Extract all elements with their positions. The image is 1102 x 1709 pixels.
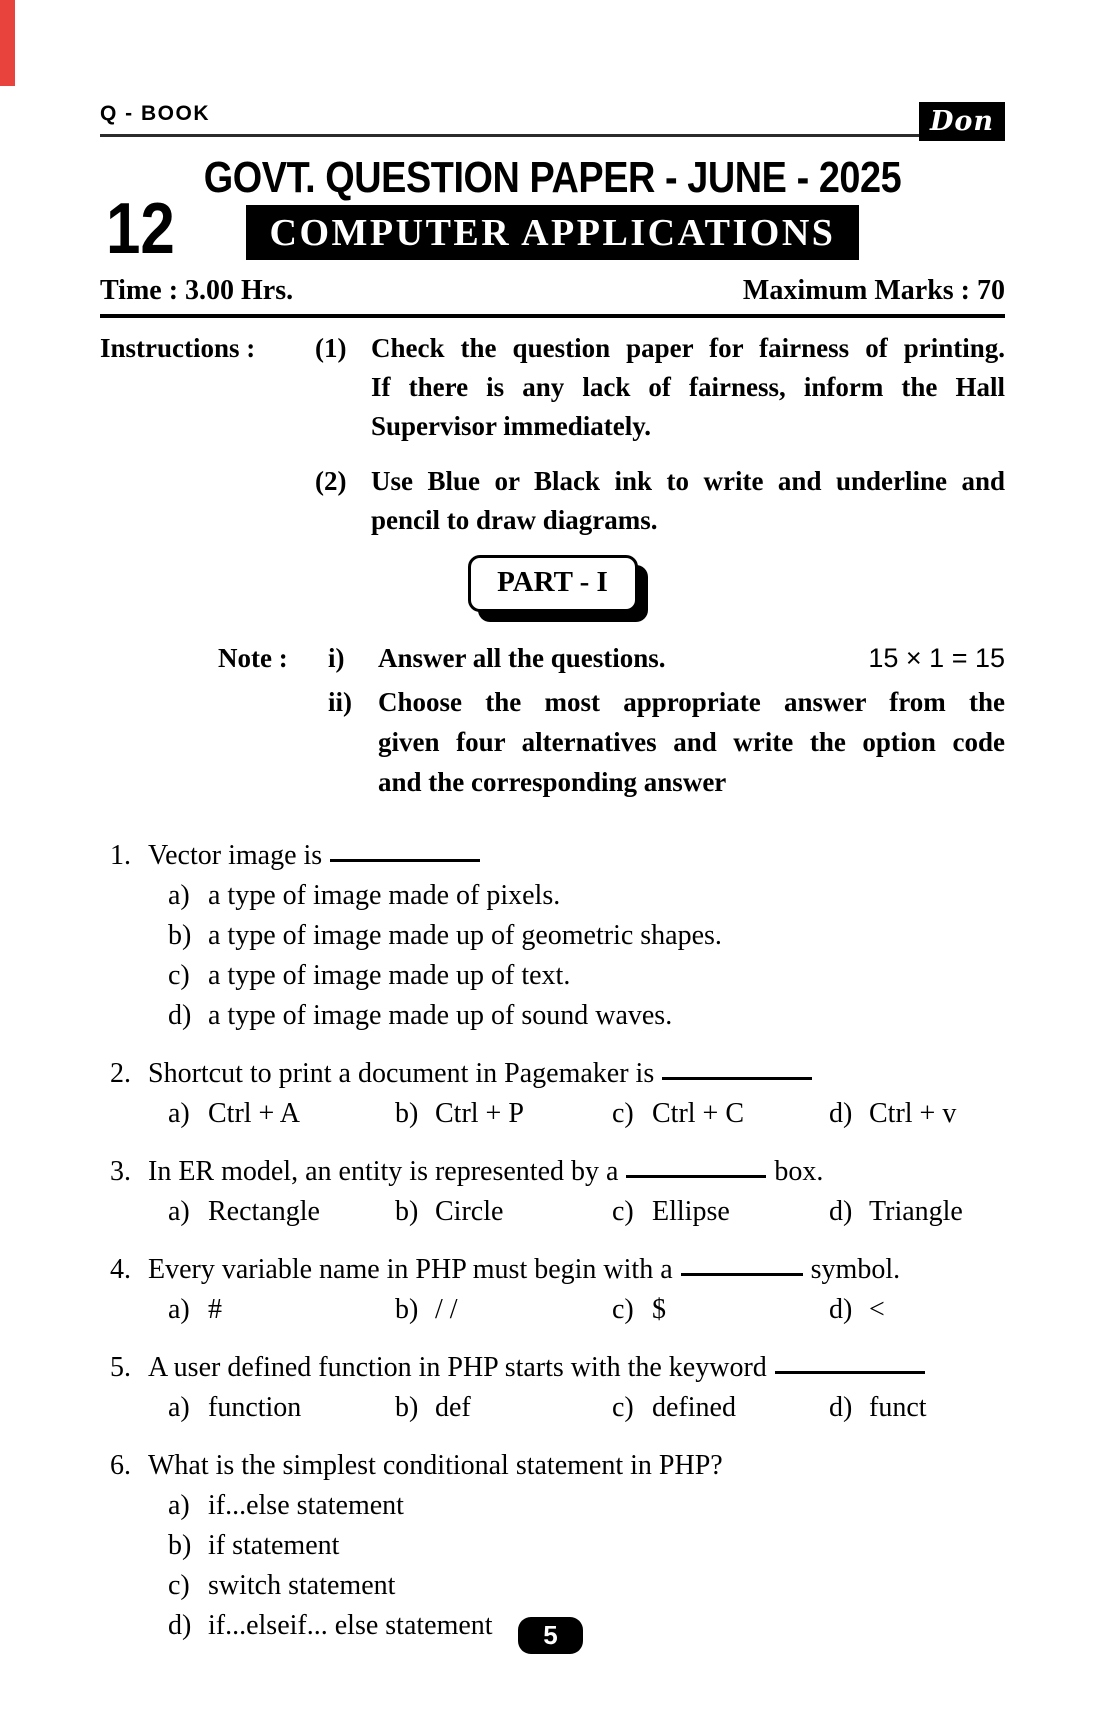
max-marks-label: Maximum Marks : 70 (742, 275, 1005, 306)
option-b: b) / / (395, 1294, 458, 1325)
publisher-logo-text: Don (929, 106, 995, 137)
question-text: 2. Shortcut to print a document in Pagemaker is (110, 1054, 1005, 1094)
note-item-text: Choose the most appropriate answer from the given four alternatives and write the option code and the corresponding answer (378, 687, 1005, 797)
questions-list (100, 836, 1005, 1646)
note-block (218, 638, 1005, 802)
question-6 (100, 1446, 1005, 1646)
option-b: b) Circle (395, 1196, 504, 1227)
question-number: 2. (110, 1058, 131, 1089)
option-b: b) a type of image made up of geometric shapes. (168, 920, 722, 951)
option-b: b) if statement (168, 1530, 340, 1561)
class-number: 12 (106, 189, 175, 269)
page-edge-tab (0, 0, 15, 86)
question-text: 4. Every variable name in PHP must begin with a symbol. (110, 1250, 1005, 1290)
question-text: 6. What is the simplest conditional statement in PHP? (110, 1446, 1005, 1486)
instructions-block (100, 329, 1005, 540)
question-number: 1. (110, 840, 131, 871)
option-d: d) if...elseif... else statement (168, 1610, 493, 1641)
note-item-text: Answer all the questions. 15 × 1 = 15 (378, 638, 1005, 678)
options (168, 1094, 1005, 1134)
question-number: 5. (110, 1352, 131, 1383)
question-1 (100, 836, 1005, 1036)
option-d: d) Triangle (829, 1196, 963, 1227)
option-d: d) Ctrl + v (829, 1098, 957, 1129)
answer-blank (775, 1369, 925, 1374)
question-number: 6. (110, 1450, 131, 1481)
option-c: c) a type of image made up of text. (168, 960, 571, 991)
note-label: Note : (218, 643, 288, 673)
option-b: b) Ctrl + P (395, 1098, 524, 1129)
option-d: d) a type of image made up of sound waves. (168, 1000, 673, 1031)
time-marks-row (100, 275, 1005, 307)
page-number-badge (518, 1617, 583, 1654)
time-label: Time : 3.00 Hrs. (100, 275, 294, 306)
answer-blank (681, 1271, 803, 1276)
option-c: c) switch statement (168, 1570, 396, 1601)
option-b: b) def (395, 1392, 471, 1423)
question-text: 1. Vector image is (110, 836, 1005, 876)
instructions-label: Instructions : (100, 333, 256, 363)
option-a: a) if...else statement (168, 1490, 404, 1521)
question-2 (100, 1054, 1005, 1134)
question-number: 3. (110, 1156, 131, 1187)
option-d: d) < (829, 1294, 885, 1325)
instruction-number: (2) (315, 466, 347, 496)
question-text: 5. A user defined function in PHP starts with the keyword (110, 1348, 1005, 1388)
options (168, 1486, 1005, 1646)
option-c: c) Ellipse (612, 1196, 730, 1227)
instruction-number: (1) (315, 333, 347, 363)
options (168, 1388, 1005, 1428)
question-4 (100, 1250, 1005, 1330)
publisher-logo (919, 102, 1005, 141)
option-c: c) $ (612, 1294, 666, 1325)
options (168, 1290, 1005, 1330)
question-5 (100, 1348, 1005, 1428)
options (168, 876, 1005, 1036)
option-d: d) funct (829, 1392, 927, 1423)
page-content (100, 0, 1005, 1646)
question-number: 4. (110, 1254, 131, 1285)
answer-blank (662, 1075, 812, 1080)
qbook-label: Q - BOOK (100, 102, 210, 125)
part-heading: PART - I (468, 555, 638, 612)
question-text: 3. In ER model, an entity is represented by a box. (110, 1152, 1005, 1192)
question-3 (100, 1152, 1005, 1232)
marks-scheme: 15 × 1 = 15 (868, 643, 1005, 673)
option-a: a) Ctrl + A (168, 1098, 301, 1129)
instruction-text: Use Blue or Black ink to write and underline and pencil to draw diagrams. (371, 466, 1005, 535)
subject-title: COMPUTER APPLICATIONS (269, 211, 836, 254)
page-header (100, 102, 1005, 137)
divider-rule (100, 314, 1005, 318)
note-item-number: ii) (328, 687, 352, 717)
option-a: a) Rectangle (168, 1196, 320, 1227)
option-c: c) Ctrl + C (612, 1098, 745, 1129)
paper-title: GOVT. QUESTION PAPER - JUNE - 2025 (203, 153, 902, 202)
subject-banner (246, 205, 859, 260)
note-item-number: i) (328, 643, 345, 673)
option-a: a) function (168, 1392, 302, 1423)
answer-blank (330, 857, 480, 862)
instruction-text: Check the question paper for fairness of printing. If there is any lack of fairness, inform the Hall Supervisor immediately. (371, 333, 1005, 441)
page-number: 5 (543, 1620, 558, 1650)
answer-blank (626, 1173, 766, 1178)
options (168, 1192, 1005, 1232)
option-a: a) # (168, 1294, 222, 1325)
subject-row (100, 189, 1005, 269)
option-c: c) defined (612, 1392, 736, 1423)
option-a: a) a type of image made of pixels. (168, 880, 561, 911)
